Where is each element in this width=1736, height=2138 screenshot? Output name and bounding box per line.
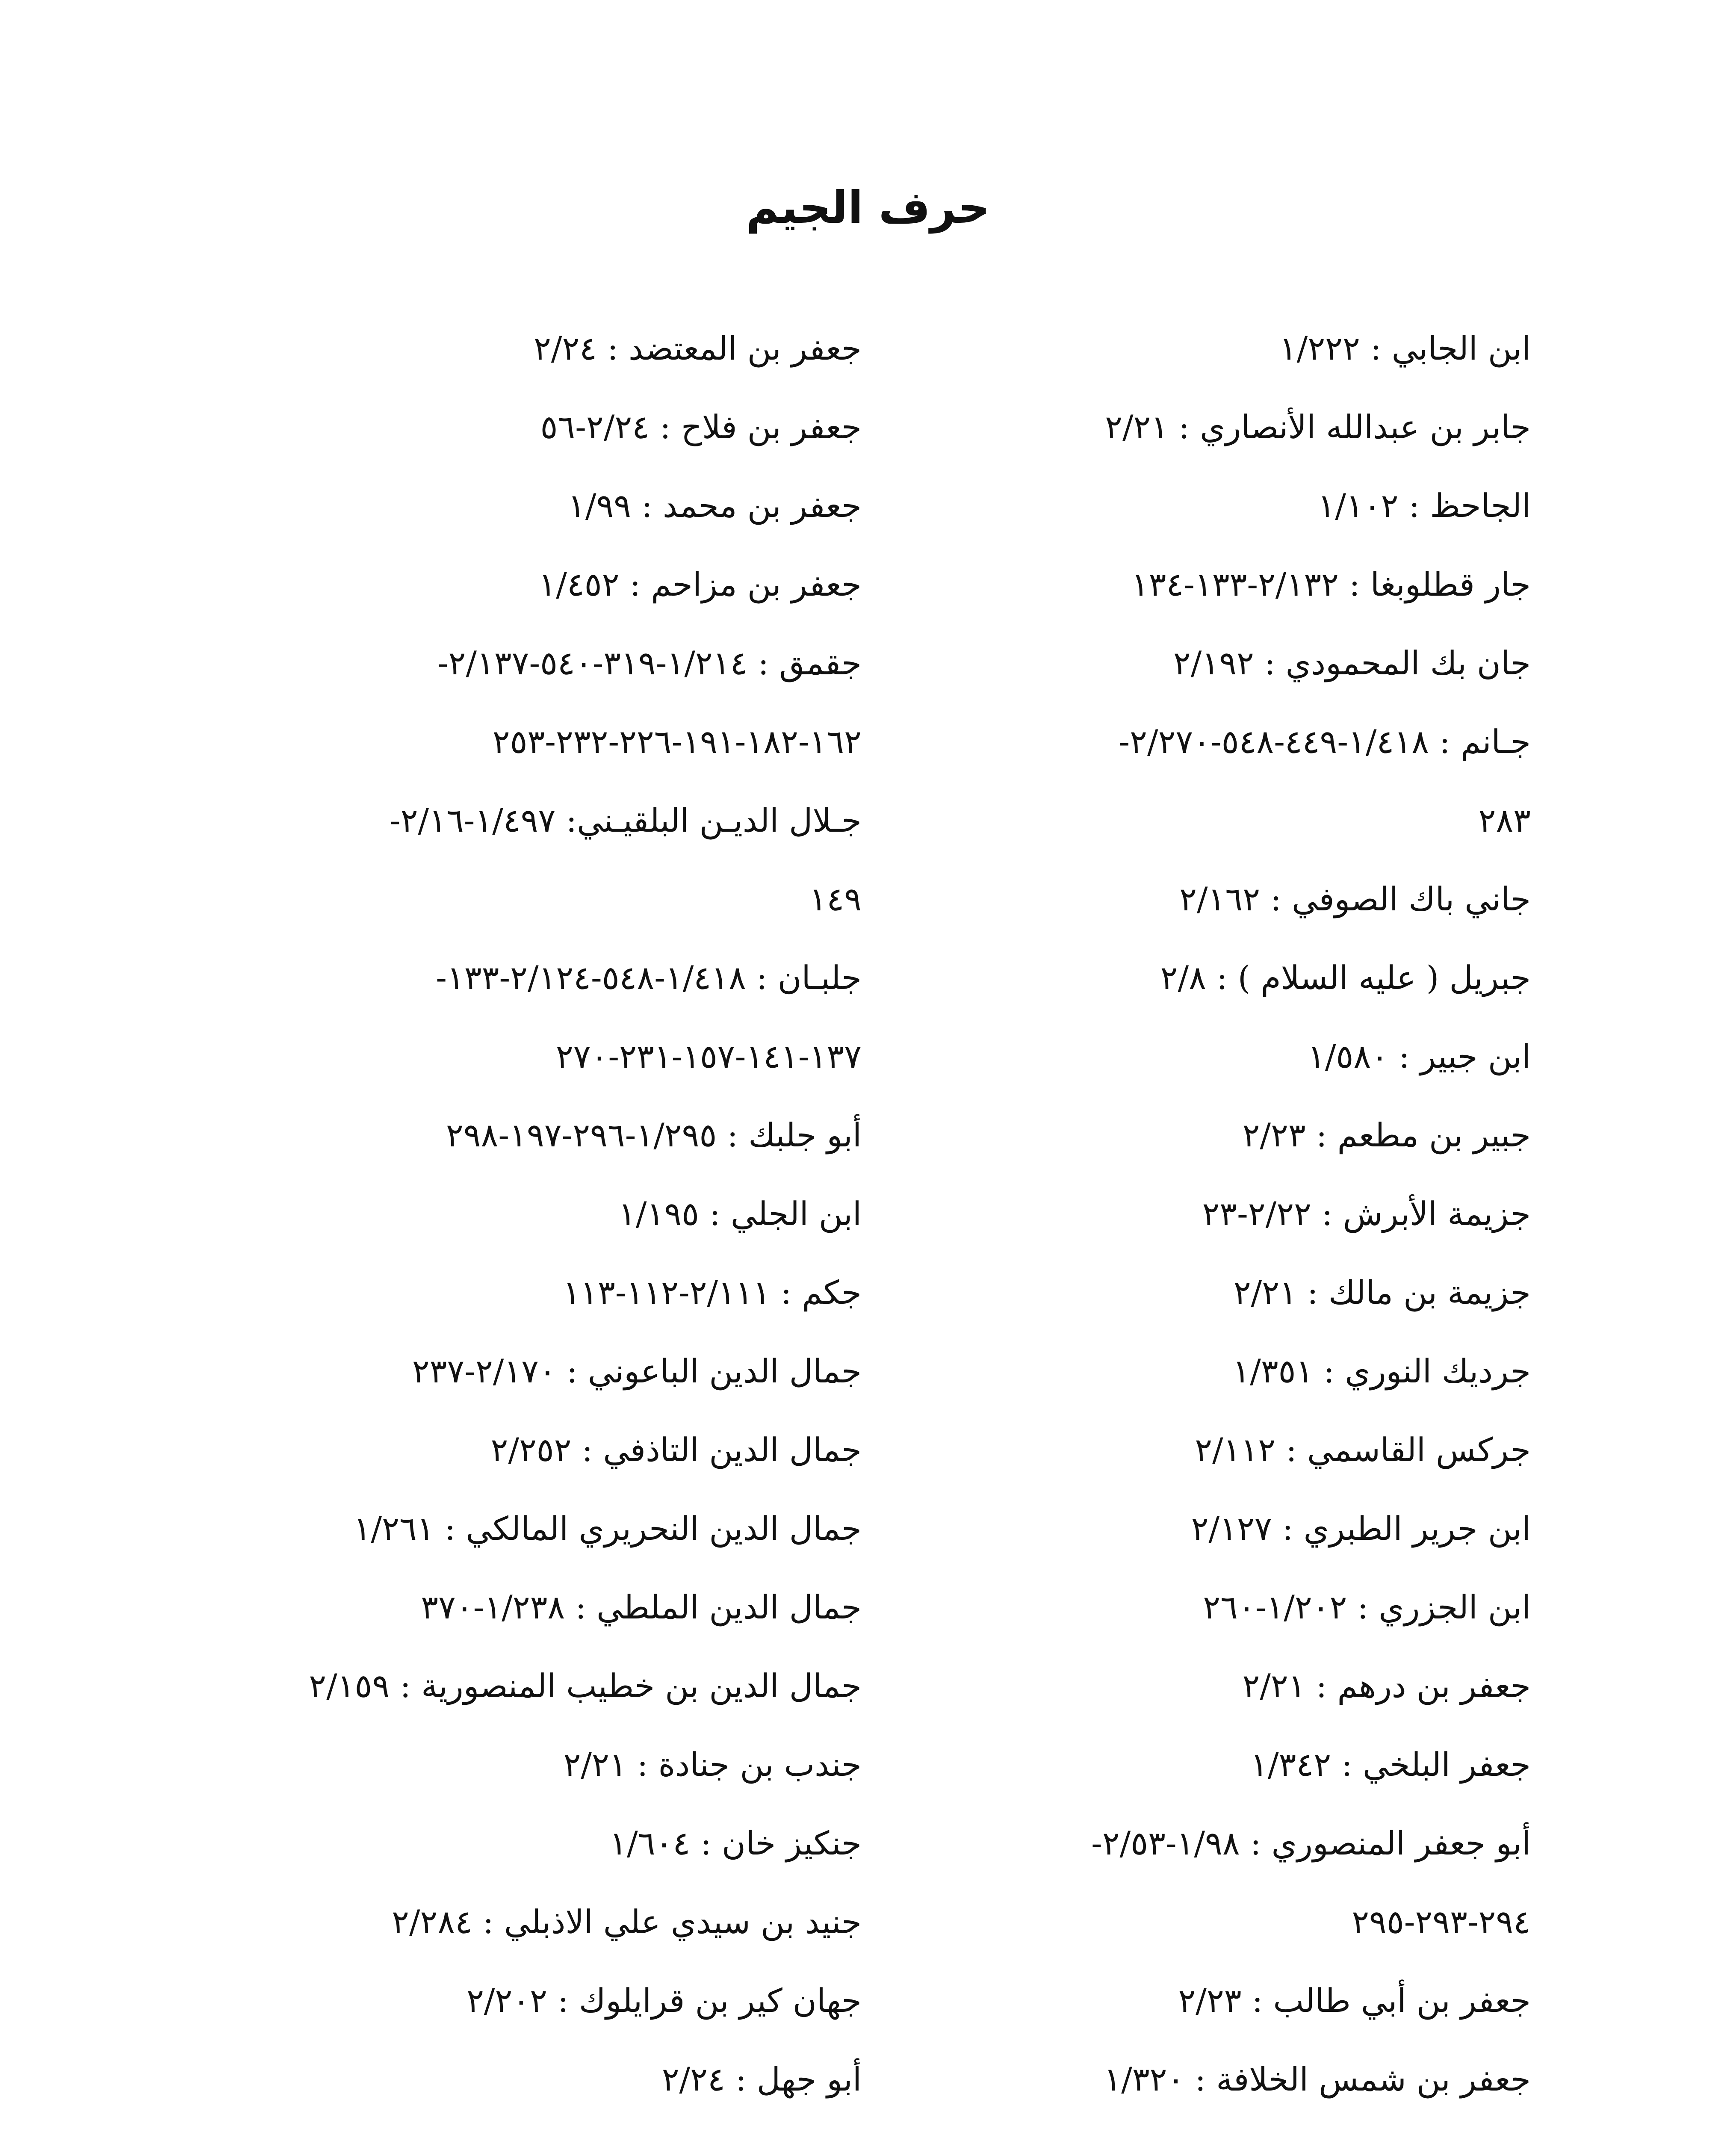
index-entry: جـلال الديـن البلقيـني: ١/٤٩٧-٢/١٦-: [390, 801, 862, 839]
index-entry: ابن جبير : ١/٥٨٠: [1308, 1037, 1531, 1075]
index-entry: جعفر بن أبي طالب : ٢/٢٣: [1178, 1981, 1531, 2020]
index-entry: أبو جهل : ٢/٢٤: [661, 2060, 862, 2098]
index-entry: ١٣٧-١٤١-١٥٧-٢٣١-٢٧٠: [555, 1037, 862, 1075]
index-entry: جنيد بن سيدي علي الاذبلي : ٢/٢٨٤: [392, 1903, 862, 1941]
index-entry: الجاحظ : ١/١٠٢: [1317, 487, 1531, 525]
page-title: حرف الجيم: [746, 181, 990, 233]
index-entry: جعفر بن محمد : ١/٩٩: [568, 487, 862, 525]
index-entry: جابر بن عبدالله الأنصاري : ٢/٢١: [1105, 408, 1531, 446]
index-entry: جبير بن مطعم : ٢/٢٣: [1242, 1116, 1531, 1154]
index-entry: جعفر البلخي : ١/٣٤٢: [1250, 1745, 1531, 1784]
index-entry: جار قطلوبغا : ٢/١٣٢-١٣٣-١٣٤: [1131, 565, 1531, 603]
index-entry: جندب بن جنادة : ٢/٢١: [563, 1745, 862, 1784]
index-entry: جعفر بن مزاحم : ١/٤٥٢: [538, 565, 862, 603]
index-entry: جان بك المحمودي : ٢/١٩٢: [1173, 644, 1531, 682]
index-entry: ابن جرير الطبري : ٢/١٢٧: [1191, 1509, 1531, 1547]
index-entry: جمال الدين الباعوني : ٢/١٧٠-٢٣٧: [412, 1352, 862, 1390]
index-entry: جعفر بن فلاح : ٢/٢٤-٥٦: [540, 408, 862, 446]
index-entry: ٢٩٤-٢٩٣-٢٩٥: [1352, 1903, 1531, 1941]
index-column-right: [958, 316, 1531, 2126]
index-entry: أبو جلبك : ١/٢٩٥-٢٩٦-١٩٧-٢٩٨: [446, 1116, 862, 1154]
index-entry: جمال الدين بن خطيب المنصورية : ٢/١٥٩: [309, 1667, 862, 1705]
index-entry: ابن الجابي : ١/٢٢٢: [1279, 329, 1531, 367]
index-entry: جلبـان : ١/٤١٨-٥٤٨-٢/١٢٤-١٣٣-: [436, 959, 862, 997]
index-entry: ١٤٩: [809, 880, 862, 918]
index-entry: جعفر بن المعتضد : ٢/٢٤: [534, 329, 862, 367]
index-entry: جهان كير بن قرايلوك : ٢/٢٠٢: [466, 1981, 862, 2020]
index-entry: جمال الدين النحريري المالكي : ١/٢٦١: [353, 1509, 862, 1547]
index-entry: جزيمة بن مالك : ٢/٢١: [1233, 1273, 1531, 1311]
index-entry: ١٦٢-١٨٢-١٩١-٢٢٦-٢٣٢-٢٥٣: [492, 723, 862, 761]
index-entry: جـانم : ١/٤١٨-٤٤٩-٥٤٨-٢/٢٧٠-: [1119, 723, 1531, 761]
index-entry: جاني باك الصوفي : ٢/١٦٢: [1179, 880, 1531, 918]
index-entry: ابن الجلي : ١/١٩٥: [618, 1195, 862, 1233]
index-entry: جرديك النوري : ١/٣٥١: [1232, 1352, 1531, 1390]
index-entry: جكم : ٢/١١١-١١٢-١١٣: [563, 1273, 862, 1311]
index-entry: جمال الدين الملطي : ١/٢٣٨-٣٧٠: [421, 1588, 862, 1626]
index-entry: جمال الدين التاذفي : ٢/٢٥٢: [490, 1431, 862, 1469]
index-entry: جقمق : ١/٢١٤-٣١٩-٥٤٠-٢/١٣٧-: [437, 644, 862, 682]
index-column-left: [254, 316, 862, 2126]
index-entry: جزيمة الأبرش : ٢/٢٢-٢٣: [1202, 1195, 1531, 1233]
index-entry: جركس القاسمي : ٢/١١٢: [1195, 1431, 1531, 1469]
index-entry: أبو جعفر المنصوري : ١/٩٨-٢/٥٣-: [1091, 1824, 1531, 1862]
index-entry: ابن الجزري : ١/٢٠٢-٢٦٠: [1203, 1588, 1531, 1626]
index-entry: جعفر بن شمس الخلافة : ١/٣٢٠: [1104, 2060, 1531, 2098]
index-entry: جعفر بن درهم : ٢/٢١: [1242, 1667, 1531, 1705]
index-entry: ٢٨٣: [1478, 801, 1531, 839]
index-entry: جنكيز خان : ١/٦٠٤: [609, 1824, 862, 1862]
index-entry: جبريل ( عليه السلام ) : ٢/٨: [1160, 959, 1531, 997]
